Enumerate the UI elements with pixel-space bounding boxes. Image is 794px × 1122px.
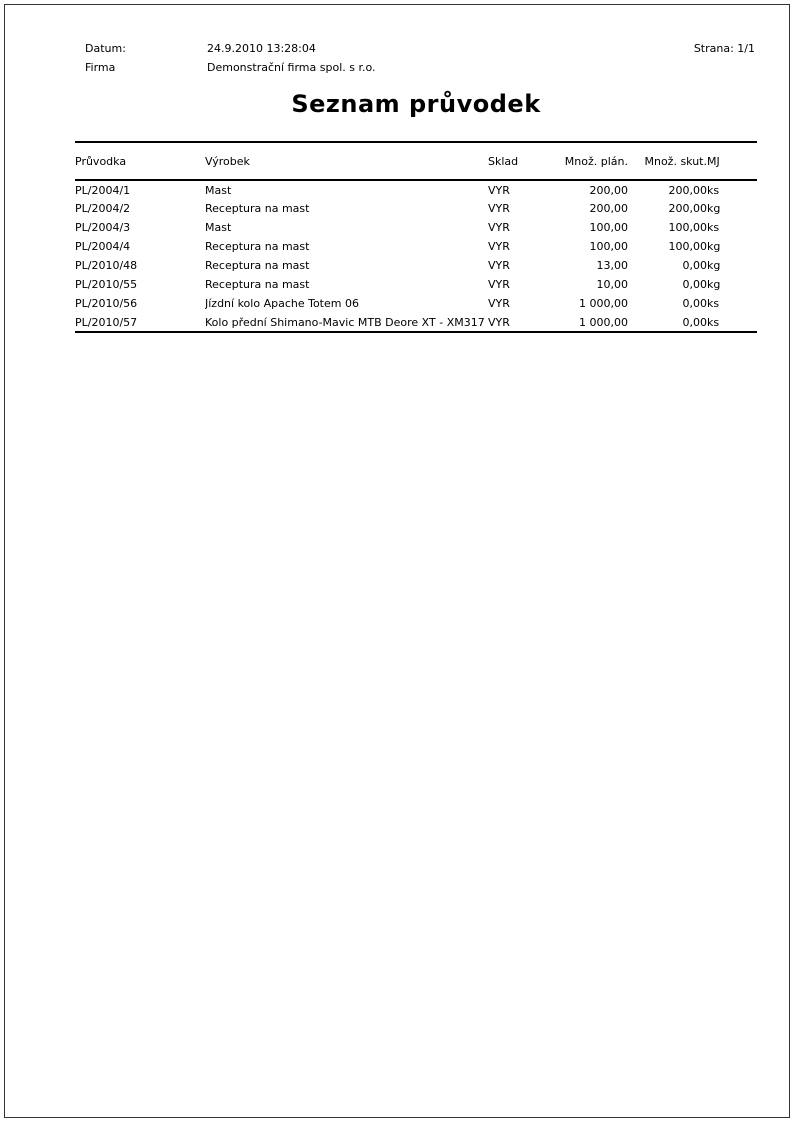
cell-pruvodka: PL/2004/1	[75, 183, 131, 197]
cell-sklad: VYR	[488, 259, 510, 272]
page-title: Seznam průvodek	[291, 90, 541, 118]
cell-pruvodka: PL/2010/56	[75, 297, 138, 310]
cell-vyrobek: Mast	[205, 183, 232, 197]
col-header-mj: MJ	[707, 142, 757, 180]
cell-mnoz-skut: 0,00	[682, 278, 707, 291]
cell-mnoz-skut: 100,00	[668, 221, 707, 234]
cell-mnoz-plan: 200,00	[589, 202, 628, 215]
table-row	[75, 275, 757, 294]
table-row	[75, 199, 757, 218]
meta-company-row	[85, 58, 376, 77]
cell-pruvodka: PL/2010/57	[75, 315, 138, 329]
table-row	[75, 256, 757, 275]
cell-mnoz-plan: 10,00	[596, 278, 628, 291]
table-row	[75, 180, 757, 199]
cell-mnoz-plan: 1 000,00	[579, 297, 628, 310]
cell-vyrobek: Receptura na mast	[205, 278, 310, 291]
cell-mnoz-skut: 0,00	[682, 297, 707, 310]
cell-mnoz-skut: 200,00	[668, 202, 707, 215]
cell-mnoz-plan: 100,00	[589, 240, 628, 253]
col-header-mnoz-skut: Množ. skut.	[628, 142, 707, 180]
date-label: Datum:	[85, 42, 126, 55]
cell-pruvodka: PL/2010/48	[75, 259, 138, 272]
col-header-vyrobek: Výrobek	[205, 142, 488, 180]
cell-pruvodka: PL/2010/55	[75, 278, 138, 291]
cell-mj: kg	[707, 259, 721, 272]
date-value: 24.9.2010 13:28:04	[207, 42, 316, 55]
cell-mnoz-plan: 13,00	[596, 259, 628, 272]
cell-mnoz-skut: 0,00	[682, 315, 707, 329]
cell-sklad: VYR	[488, 240, 510, 253]
cell-vyrobek: Receptura na mast	[205, 240, 310, 253]
cell-mnoz-plan: 200,00	[589, 183, 628, 197]
cell-mj: ks	[707, 315, 720, 329]
cell-mnoz-plan: 100,00	[589, 221, 628, 234]
page-number: Strana: 1/1	[693, 42, 755, 55]
cell-mj: ks	[707, 221, 720, 234]
report-table	[75, 141, 757, 333]
cell-mj: kg	[707, 240, 721, 253]
col-header-mnoz-plan: Množ. plán.	[560, 142, 628, 180]
company-label: Firma	[85, 61, 116, 74]
cell-mnoz-skut: 200,00	[668, 183, 707, 197]
col-header-sklad: Sklad	[488, 142, 560, 180]
table-row	[75, 294, 757, 313]
cell-mj: ks	[707, 297, 720, 310]
cell-pruvodka: PL/2004/2	[75, 202, 131, 215]
cell-sklad: VYR	[488, 297, 510, 310]
cell-mnoz-skut: 0,00	[682, 259, 707, 272]
cell-sklad: VYR	[488, 183, 510, 197]
company-value: Demonstrační firma spol. s r.o.	[207, 61, 376, 74]
cell-sklad: VYR	[488, 221, 510, 234]
table-row	[75, 237, 757, 256]
cell-pruvodka: PL/2004/3	[75, 221, 131, 234]
cell-vyrobek: Receptura na mast	[205, 259, 310, 272]
table-header-row	[75, 142, 757, 180]
cell-vyrobek: Kolo přední Shimano-Mavic MTB Deore XT - XM317	[205, 315, 485, 329]
table-row	[75, 313, 757, 332]
cell-sklad: VYR	[488, 202, 510, 215]
meta-date-row	[85, 39, 376, 58]
cell-mj: kg	[707, 202, 721, 215]
cell-mj: ks	[707, 183, 720, 197]
cell-sklad: VYR	[488, 278, 510, 291]
report-meta	[85, 39, 376, 77]
cell-pruvodka: PL/2004/4	[75, 240, 131, 253]
cell-sklad: VYR	[488, 315, 510, 329]
cell-vyrobek: Mast	[205, 221, 232, 234]
cell-mj: kg	[707, 278, 721, 291]
cell-vyrobek: Receptura na mast	[205, 202, 310, 215]
cell-mnoz-plan: 1 000,00	[579, 315, 628, 329]
col-header-pruvodka: Průvodka	[75, 142, 205, 180]
cell-mnoz-skut: 100,00	[668, 240, 707, 253]
cell-vyrobek: Jízdní kolo Apache Totem 06	[205, 297, 359, 310]
table-row	[75, 218, 757, 237]
